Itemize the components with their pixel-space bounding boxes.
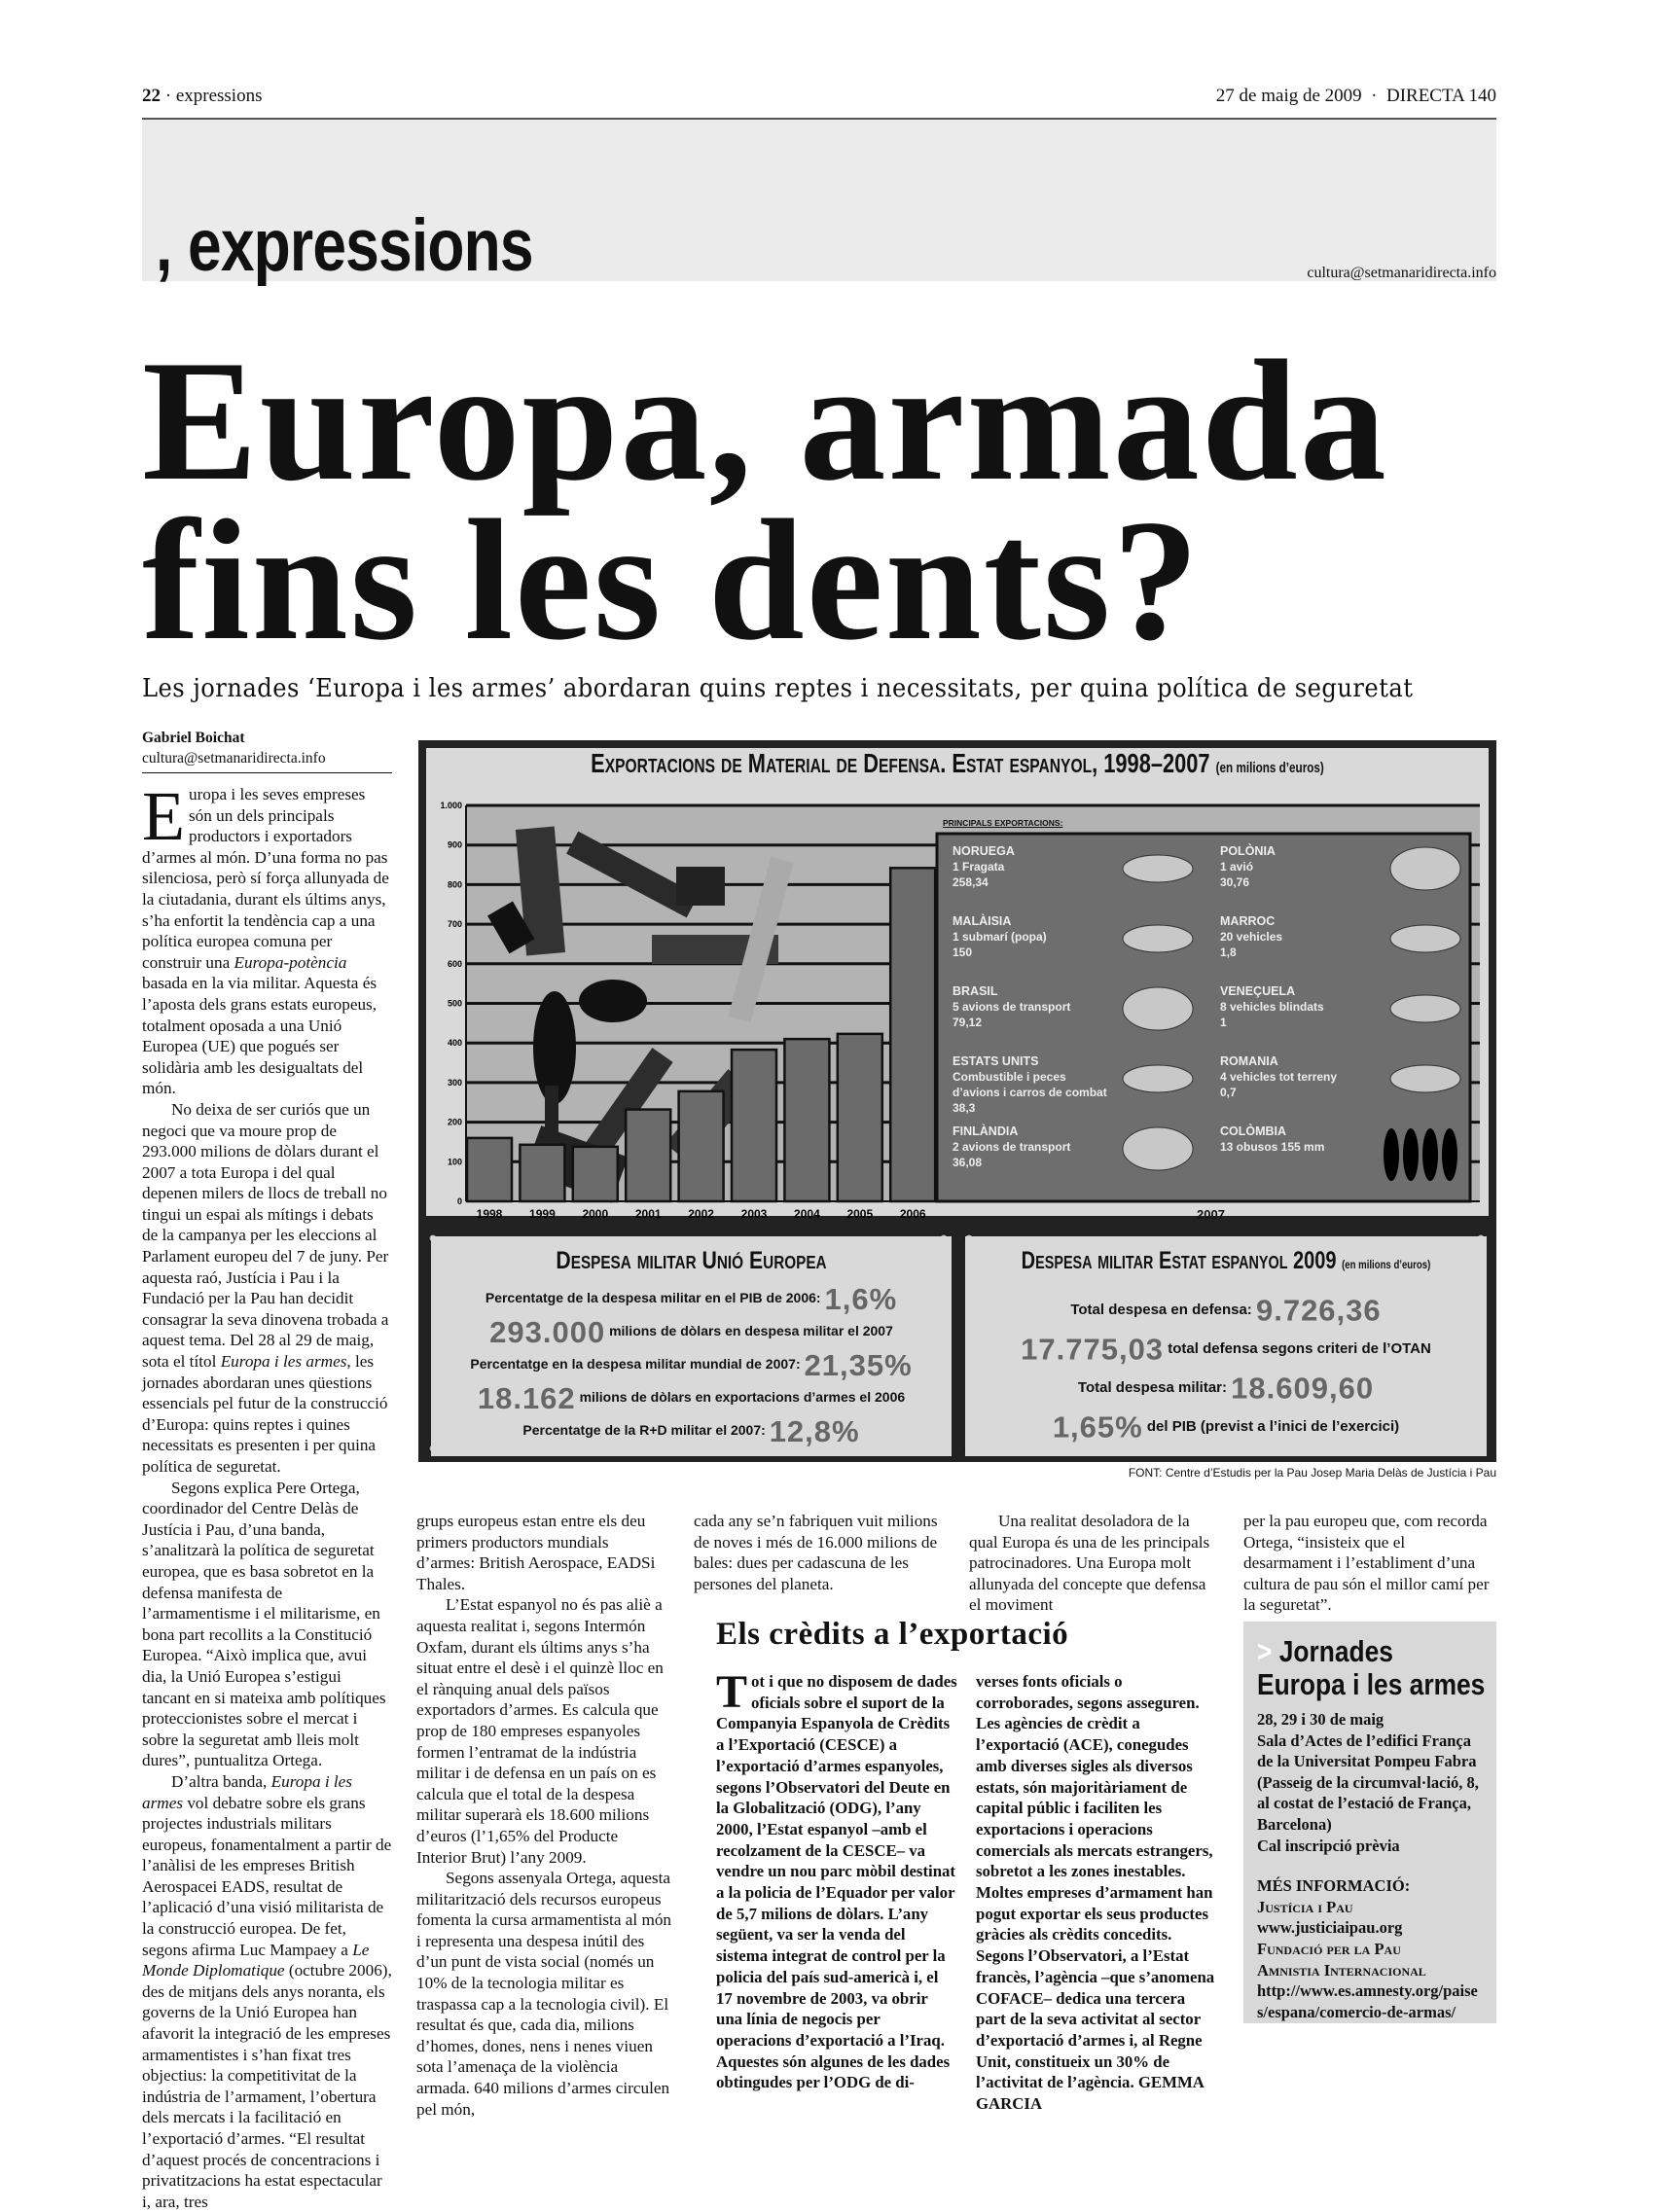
source-credit: FONT: Centre d’Estudis per la Pau Josep Maria Delàs de Justícia i Pau [1128,1466,1496,1480]
text: basada en la via militar. Aquesta és l’aposta dels grans estats europeus, totalment oposada a una Unió Europea (UE) que pogués ser solidària amb les desigualtats del món. [142,974,378,1098]
article-column-1 [142,777,392,2211]
eu-spending-box [431,1236,952,1456]
stat-label: Total despesa militar: [1077,1379,1227,1396]
credits-column-2 [976,1671,1219,2115]
credits-author: GEMMA GARCIA [976,2073,1204,2114]
shell-icon [1422,1128,1438,1181]
stat-label: Total despesa en defensa: [1070,1302,1252,1318]
text: No deixa de ser curiós que un negoci que va moure prop de 293.000 milions de dòlars durant el 2007 a tota Europa i del qual depenen milers de llocs de treball no tingui un espai als mítings i debats de la campanya per les eleccions al Parlament europeu del 7 de juny. Per aquesta raó, Justícia i Pau i la Fundació per la Pau han decidit consagrar la seva dinovena trobada a aquest tema. Del 28 al 29 de maig, sota el títol [142,1099,389,1372]
article-column-5 [1243,1511,1496,1616]
export-detail: 20 vehicles [1220,930,1283,944]
y-tick-label: 700 [447,919,462,930]
stat-value: 9.726,36 [1255,1293,1382,1328]
bar-2003 [732,1050,776,1201]
y-tick-label: 400 [447,1038,462,1049]
export-detail: Combustible i peces [953,1070,1066,1084]
eu-box-stats [431,1281,952,1446]
paragraph: per la pau europeu que, com recorda Ortega, “insisteix que el desarmament i l’establiment d’una cultura de pau són el millor camí per la seguretat”. [1243,1512,1490,1615]
export-detail: 1 submarí (popa) [953,930,1047,944]
chart-title [537,748,1378,779]
stat-value: 18.162 [477,1380,576,1415]
export-country: ROMANIA [1220,1054,1278,1068]
y-tick-label: 200 [447,1117,462,1127]
bar-2005 [838,1034,882,1201]
drop-cap: E [142,777,185,855]
x-tick-2003: 2003 [740,1207,768,1221]
jeep-icon [1390,1065,1460,1092]
spain-box-unit: (en milions d’euros) [1342,1258,1431,1271]
spain-box-title [1018,1246,1435,1279]
y-tick-label: 500 [447,998,462,1009]
chart-title-text: Exportacions de Material de Defensa. Estat espanyol, 1998–2007 [591,748,1210,778]
separator: · [1371,86,1378,106]
truck-icon [1390,925,1460,952]
headline-line-1: Europa, armada [142,324,1388,517]
eu-box-title: Despesa militar Unió Europea [556,1247,827,1274]
stat-value: 17.775,03 [1021,1332,1165,1367]
author-email[interactable]: cultura@setmanaridirecta.info [142,750,326,767]
stat-label: milions de dòlars en despesa militar el 2007 [609,1323,893,1338]
export-country: ESTATS UNITS [953,1054,1039,1068]
export-country: BRASIL [953,984,998,998]
text: uropa i les seves empreses són un dels principals productors i exportadors d’armes al món. D’una forma no pas silenciosa, però sí força allunyada de la ciutadania, durant els últims anys, s’ha enfortit la tendència cap a una política europea comuna per construir una [142,785,389,972]
x-tick-2000: 2000 [582,1207,609,1221]
byline [142,728,392,773]
y-tick-label: 1.000 [440,801,462,810]
export-detail: 1 Fragata [953,860,1005,874]
more-info-label: MÉS INFORMACIÓ: [1257,1876,1411,1896]
paragraph: grups europeus estan entre els deu primers productors mundials d’armes: British Aerospace, EADSi Thales. [416,1512,656,1593]
chart-title-unit: (en milions d’euros) [1215,760,1324,776]
bar-1998 [467,1138,512,1201]
export-detail: d’avions i carros de combat [953,1086,1107,1099]
emphasis: Europa i les armes [220,1352,347,1372]
text: D’altra banda, [171,1771,271,1791]
spain-box-title-text: Despesa militar Estat espanyol 2009 [1021,1247,1337,1274]
spain-stat [965,1369,1487,1408]
frigate-icon [1123,855,1193,882]
shell-icon [1442,1128,1457,1181]
link-amnesty[interactable]: http://www.es.amnesty.org/paises/espana/comercio-de-armas/ [1257,1981,1478,2021]
export-detail: 1 [1220,1016,1227,1029]
section-email[interactable]: cultura@setmanaridirecta.info [1307,265,1496,281]
paragraph [142,1771,392,2212]
issue-date: 27 de maig de 2009 [1215,86,1362,106]
export-country: NORUEGA [953,844,1015,858]
text: ot i que no disposem de dades oficials sobre el suport de la Companyia Espanyola de Crèdits a l’Exportació (CESCE) a l’exportació d’armes espanyoles, segons l’Observatori del Deute en la Globalització (ODG), l’any 2000, l’Estat espanyol –amb el recolzament de la CESCE– va vendre un nou parc mòbil destinat a la policia de l’Equador per valor de 5,7 milions de dòlars. L’any següent, va ser la venda del sistema integrat de control per la policia del país sud-americà i, el 17 novembre de 2003, va obrir una línia de negocis per operacions d’exportació a l’Iraq. Aquestes són algunes de les dades obtingudes per l’ODG de di- [716,1672,957,2092]
paragraph [142,1099,392,1478]
eu-stat [431,1314,952,1347]
running-section: · expressions [164,86,263,106]
paragraph: Una realitat desoladora de la qual Europa és una de les principals patrocinadores. Una Europa molt allunyada del concepte que defensa el moviment [969,1512,1210,1615]
credits-title: Els crèdits a l’exportació [716,1617,1069,1652]
panel-label: PRINCIPALS EXPORTACIONS: [943,818,1063,828]
y-tick-label: 600 [447,958,462,969]
export-detail: 13 obusos 155 mm [1220,1140,1325,1154]
emphasis: Europa i les armes [142,1771,352,1812]
export-country: FINLÀNDIA [953,1124,1019,1138]
stat-value: 18.609,60 [1231,1371,1375,1406]
infographic [418,740,1496,1462]
text: verses fonts oficials o corroborades, segons asseguren. Les agències de crèdit a l’exportació (ACE), conegudes amb diverses sigles als diversos estats, són majoritàriament de capital públic i faciliten les exportacions i operacions comercials als mercats estrangers, sobretot a les zones inestables. Moltes empreses d’armament han pogut exportar els seus productes gràcies als crèdits concedits. Segons l’Observatori, a l’Estat francès, l’agència –que s’anomena COFACE– dedica una tercera part de la seva activitat al sector d’exportació d’armes i, al Regne Unit, constitueix un 30% de l’activitat de l’agència. [976,1672,1215,2092]
export-country: MARROC [1220,914,1276,928]
airplane-icon [1123,1127,1193,1170]
event-dates: 28, 29 i 30 de maig [1257,1710,1384,1729]
stat-value: 21,35% [804,1347,913,1382]
submarine-icon [1123,925,1193,952]
spain-stat [965,1330,1487,1369]
headline-line-2: fins les dents? [142,483,1202,676]
article-column-2 [416,1511,672,2119]
shell-icon [1403,1128,1419,1181]
export-detail: 0,7 [1220,1086,1237,1099]
spain-spending-box [965,1236,1487,1456]
spain-stat [965,1408,1487,1446]
armored-vehicle-icon [1390,995,1460,1022]
stat-label: total defensa segons criteri de l’OTAN [1168,1340,1431,1357]
author: Gabriel Boichat [142,730,245,746]
bar-2006 [890,868,935,1201]
bar-2001 [626,1110,670,1201]
sidebar-title-2: Europa i les armes [1257,1667,1486,1701]
paragraph [976,1671,1219,2115]
emphasis: Europa-potència [234,952,347,972]
eu-stat [431,1281,952,1314]
running-head-left [142,86,262,107]
x-tick-1998: 1998 [476,1207,503,1221]
x-tick-2006: 2006 [899,1207,926,1221]
y-tick-label: 300 [447,1077,462,1088]
event-venue: Sala d’Actes de l’edifici França de la Universitat Pompeu Fabra (Passeig de la circumval·lació, 8, al costat de l’estació de França, Barcelona) [1257,1730,1479,1834]
x-tick-2005: 2005 [846,1207,874,1221]
export-detail: 36,08 [953,1156,983,1169]
x-tick-2007: 2007 [1197,1207,1225,1222]
bomber-icon [1390,847,1460,890]
x-tick-2004: 2004 [794,1207,820,1221]
x-tick-2002: 2002 [688,1207,714,1221]
stat-value: 293.000 [489,1314,606,1349]
paragraph: cada any se’n fabriquen vuit milions de noves i més de 16.000 milions de bales: dues per cadascuna de les persones del planeta. [694,1512,938,1593]
bar-2004 [784,1039,829,1201]
headline [142,324,1388,676]
page-number: 22 [142,86,161,106]
article-column-4 [969,1511,1220,1616]
text: vol debatre sobre els grans projectes industrials militars europeus, fonamentalment a partir de l’anàlisi de les empreses British Aerospacei EADS, resultat de l’aplicació d’una visió militarista de la construcció europea. De fet, segons afirma Luc Mampaey a [142,1793,392,1959]
paragraph: Segons assenyala Ortega, aquesta militarització dels recursos europeus fomenta la cursa armamentista al món i representa una despesa inútil des d’un punt de vista social (només un 10% de la tecnologia militar es traspassa cap a la tecnologia civil). El resultat és que, cada dia, milions d’homes, dones, nens i nenes viuen sota l’amenaça de la violència armada. 640 milions d’armes circulen pel món, [416,1869,672,2119]
link-justiciaipau[interactable]: www.justiciaipau.org [1257,1918,1403,1938]
stat-value: 12,8% [769,1413,860,1448]
export-detail: 79,12 [953,1016,983,1029]
arrow-icon: > [1257,1634,1273,1668]
stat-value: 1,65% [1052,1409,1143,1445]
export-detail: 8 vehicles blindats [1220,1000,1324,1014]
event-sidebar [1243,1622,1496,2023]
eu-stat [431,1380,952,1413]
airplane-icon [1123,987,1193,1030]
export-detail: 258,34 [953,875,989,889]
y-tick-label: 900 [447,839,462,850]
org-fundacio-pau: Fundació per la Pau [1257,1939,1401,1958]
export-country: COLÒMBIA [1220,1124,1287,1138]
spain-stat [965,1291,1487,1330]
y-tick-label: 800 [447,879,462,890]
drop-cap: T [716,1666,748,1718]
stat-label: del PIB (previst a l’inici de l’exercici) [1146,1418,1400,1435]
bar-2000 [573,1147,618,1201]
export-country: POLÒNIA [1220,844,1276,858]
export-detail: 1,8 [1220,945,1237,959]
text: , les jornades abordaran unes qüestions essencials pel futur de la construcció d’Europa: quins reptes i quines necessitats es presenten i per quina política de seguretat. [142,1352,388,1476]
x-tick-1999: 1999 [529,1207,556,1221]
text: (octubre 2006), des de mitjans dels anys noranta, els governs de la Unió Europea han afavorit la integració de les empreses armamentistes i s’han fixat tres objectius: la competitivitat de la indústria de l’armament, l’obertura dels mercats i la facilitació en l’exportació d’armes. “El resultat d’aquest procés de concentracions i privatitzacions ha estat espectacular i, ara, tres [142,1961,392,2211]
sidebar-title [1257,1634,1486,1701]
x-tick-2001: 2001 [634,1207,662,1221]
org-amnistia: Amnistia Internacional [1257,1960,1426,1980]
fuel-parts-icon [1123,1065,1193,1092]
export-country: MALÀISIA [953,914,1012,928]
shell-icon [1384,1128,1399,1181]
subtitle: Les jornades ‘Europa i les armes’ abordaran quins reptes i necessitats, per quina política de seguretat [142,674,1414,703]
export-detail: 150 [953,945,973,959]
eu-stat [431,1347,952,1380]
stat-label: Percentatge de la despesa militar en el PIB de 2006: [485,1290,821,1305]
eu-stat [431,1413,952,1446]
export-detail: 38,3 [953,1101,976,1115]
running-head-right [1216,86,1496,107]
spain-box-stats [965,1291,1487,1446]
org-justicia-pau: Justícia i Pau [1257,1897,1353,1916]
export-country: VENEÇUELA [1220,984,1296,998]
export-detail: 1 avió [1220,860,1254,874]
export-detail: 30,76 [1220,875,1250,889]
stat-value: 1,6% [824,1281,898,1316]
paragraph [716,1666,957,2093]
stat-label: Percentatge de la R+D militar el 2007: [522,1422,766,1438]
export-detail: 2 avions de transport [953,1140,1071,1154]
paragraph [142,777,392,1099]
paragraph: L’Estat espanyol no és pas aliè a aquesta realitat i, segons Intermón Oxfam, durant els últims anys s’ha situat entre el desè i el quinzè lloc en el rànquing anual dels països exportadors d’armes. Es calcula que prop de 180 empreses espanyoles formen l’entramat de la indústria militar i de defensa en un país on es calcula que el total de la despesa militar superarà els 18.600 milions d’euros (l’1,65% del Producte Interior Brut) l’any 2009. [416,1595,664,1867]
stat-label: milions de dòlars en exportacions d’armes el 2006 [579,1389,906,1405]
issue-number: DIRECTA 140 [1385,86,1496,106]
y-tick-label: 100 [447,1157,462,1167]
credits-column-1 [716,1666,957,2093]
stat-label: Percentatge en la despesa militar mundial de 2007: [470,1356,801,1372]
event-registration: Cal inscripció prèvia [1257,1836,1400,1855]
export-detail: 4 vehicles tot terreny [1220,1070,1338,1084]
article-column-3 [694,1511,946,1594]
sidebar-title-1: Jornades [1278,1634,1393,1668]
section-title: , expressions [156,204,533,287]
paragraph: Segons explica Pere Ortega, coordinador del Centre Delàs de Justícia i Pau, d’una banda, s’analitzarà la política de seguretat europea, que es basa sobretot en la defensa manifesta de l’armamentisme i el militarisme, en bona part recollits a la Constitució Europea. “Això implica que, avui dia, la Unió Europea s’estigui tancant en si mateixa amb polítiques proteccionistes sobre el mercat i sobre la seguretat amb lleis molt dures”, puntualitza Ortega. [142,1478,386,1770]
bar-2002 [679,1091,724,1201]
emphasis: Le Monde Diplomatique [142,1940,370,1980]
export-detail: 5 avions de transport [953,1000,1071,1014]
y-tick-label: 0 [456,1196,462,1206]
bar-1999 [520,1145,564,1201]
